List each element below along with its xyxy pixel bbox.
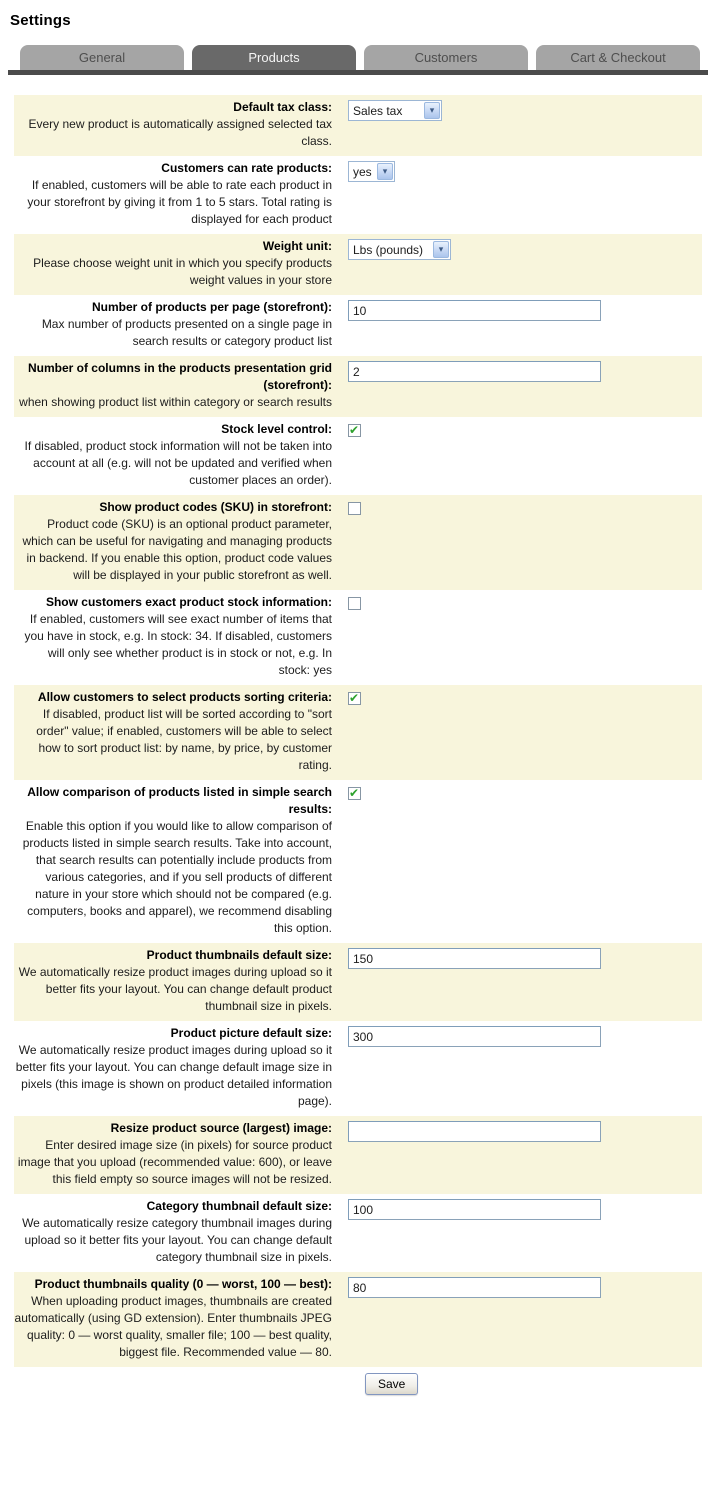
setting-description: Enable this option if you would like to allow comparison of products listed in simple search results. Take into account, that search results can potentially include products from various categories, and if you sell products of different nature in your store which should not be compared (e.g. computers, books and apparel), we recommend disabling this option. (22, 819, 332, 935)
setting-label: Stock level control: (221, 422, 332, 436)
customers-can-rate-select[interactable] (348, 161, 395, 182)
setting-description: If enabled, customers will see exact number of items that you have in stock, e.g. In stock: 34. If disabled, customers will only see whether product is in stock or not, e.g. In stock: yes (24, 612, 332, 677)
setting-label: Weight unit: (262, 239, 332, 253)
thumbnail-size-input[interactable] (348, 948, 601, 969)
allow-comparison-checkbox[interactable] (348, 787, 361, 800)
thumbnail-quality-input[interactable] (348, 1277, 601, 1298)
setting-label: Show product codes (SKU) in storefront: (99, 500, 332, 514)
setting-description: Product code (SKU) is an optional product parameter, which can be useful for navigating and managing products in backend. If you enable this option, product code values will be displayed in your public storefront as well. (22, 517, 332, 582)
setting-label: Category thumbnail default size: (146, 1199, 332, 1213)
setting-label: Resize product source (largest) image: (110, 1121, 332, 1135)
select-value: Lbs (pounds) (353, 242, 424, 257)
tab-cart-checkout[interactable]: Cart & Checkout (536, 45, 700, 70)
sorting-criteria-checkbox[interactable] (348, 692, 361, 705)
setting-label: Show customers exact product stock information: (45, 595, 332, 609)
setting-label: Product thumbnails default size: (146, 948, 332, 962)
tab-customers[interactable]: Customers (364, 45, 528, 70)
select-value: yes (353, 164, 372, 179)
chevron-down-icon: ▾ (433, 241, 449, 258)
select-value: Sales tax (353, 103, 403, 118)
setting-row-show-exact-stock (14, 590, 702, 685)
setting-description: If disabled, product stock information will not be taken into account at all (e.g. will not be updated and verified when customer places an order). (24, 439, 332, 487)
setting-description: We automatically resize category thumbnail images during upload so it better fits your layout. You can change default category thumbnail size in pixels. (22, 1216, 332, 1264)
category-thumbnail-size-input[interactable] (348, 1199, 601, 1220)
picture-size-input[interactable] (348, 1026, 601, 1047)
tab-products[interactable]: Products (192, 45, 356, 70)
setting-row-thumbnail-quality (14, 1272, 702, 1367)
grid-columns-input[interactable] (348, 361, 601, 382)
setting-label: Number of products per page (storefront): (91, 300, 332, 314)
tab-bar (20, 45, 716, 70)
setting-description: Enter desired image size (in pixels) for source product image that you upload (recommended value: 600), or leave this field empty so source images will not be resized. (17, 1138, 332, 1186)
setting-label: Allow customers to select products sorting criteria: (37, 690, 332, 704)
setting-row-stock-level-control (14, 417, 702, 495)
chevron-down-icon: ▾ (424, 102, 440, 119)
setting-row-category-thumbnail-size (14, 1194, 702, 1272)
setting-row-sorting-criteria (14, 685, 702, 780)
setting-label: Default tax class: (233, 100, 332, 114)
setting-label: Customers can rate products: (161, 161, 332, 175)
setting-label: Number of columns in the products presentation grid (storefront): (27, 361, 332, 392)
setting-row-allow-comparison (14, 780, 702, 943)
setting-row-weight-unit (14, 234, 702, 295)
setting-description: when showing product list within category or search results (19, 395, 332, 409)
setting-row-thumbnail-size (14, 943, 702, 1021)
setting-row-customers-can-rate (14, 156, 702, 234)
settings-form (14, 95, 702, 1367)
setting-description: If disabled, product list will be sorted according to "sort order" value; if enabled, customers will be able to select how to sort product list: by name, by price, by customer rating. (36, 707, 332, 772)
setting-label: Allow comparison of products listed in simple search results: (27, 785, 332, 816)
setting-row-default-tax-class (14, 95, 702, 156)
resize-source-input[interactable] (348, 1121, 601, 1142)
setting-description: We automatically resize product images during upload so it better fits your layout. You can change default product thumbnail size in pixels. (18, 965, 332, 1013)
setting-description: Please choose weight unit in which you specify products weight values in your store (33, 256, 332, 287)
setting-description: We automatically resize product images during upload so it better fits your layout. You can change default image size in pixels (this image is shown on product detailed information page). (15, 1043, 332, 1108)
setting-label: Product thumbnails quality (0 — worst, 100 — best): (34, 1277, 332, 1291)
setting-row-show-sku (14, 495, 702, 590)
default-tax-class-select[interactable] (348, 100, 442, 121)
show-sku-checkbox[interactable] (348, 502, 361, 515)
weight-unit-select[interactable] (348, 239, 451, 260)
save-row (14, 1367, 702, 1401)
show-exact-stock-checkbox[interactable] (348, 597, 361, 610)
setting-description: Max number of products presented on a single page in search results or category product list (41, 317, 332, 348)
tab-underline (8, 70, 708, 75)
tab-general[interactable]: General (20, 45, 184, 70)
setting-description: If enabled, customers will be able to rate each product in your storefront by giving it from 1 to 5 stars. Total rating is displayed for each product (27, 178, 332, 226)
setting-row-products-per-page (14, 295, 702, 356)
page-title: Settings (10, 12, 71, 29)
chevron-down-icon: ▾ (377, 163, 393, 180)
setting-row-resize-source (14, 1116, 702, 1194)
stock-level-control-checkbox[interactable] (348, 424, 361, 437)
setting-description: Every new product is automatically assigned selected tax class. (28, 117, 332, 148)
setting-row-grid-columns (14, 356, 702, 417)
save-button[interactable]: Save (365, 1373, 418, 1395)
setting-description: When uploading product images, thumbnails are created automatically (using GD extension). Enter thumbnails JPEG quality: 0 — worst quality, smaller file; 100 — best quality, biggest file. Recommended value — 80. (14, 1294, 332, 1359)
setting-label: Product picture default size: (170, 1026, 332, 1040)
setting-row-picture-size (14, 1021, 702, 1116)
products-per-page-input[interactable] (348, 300, 601, 321)
